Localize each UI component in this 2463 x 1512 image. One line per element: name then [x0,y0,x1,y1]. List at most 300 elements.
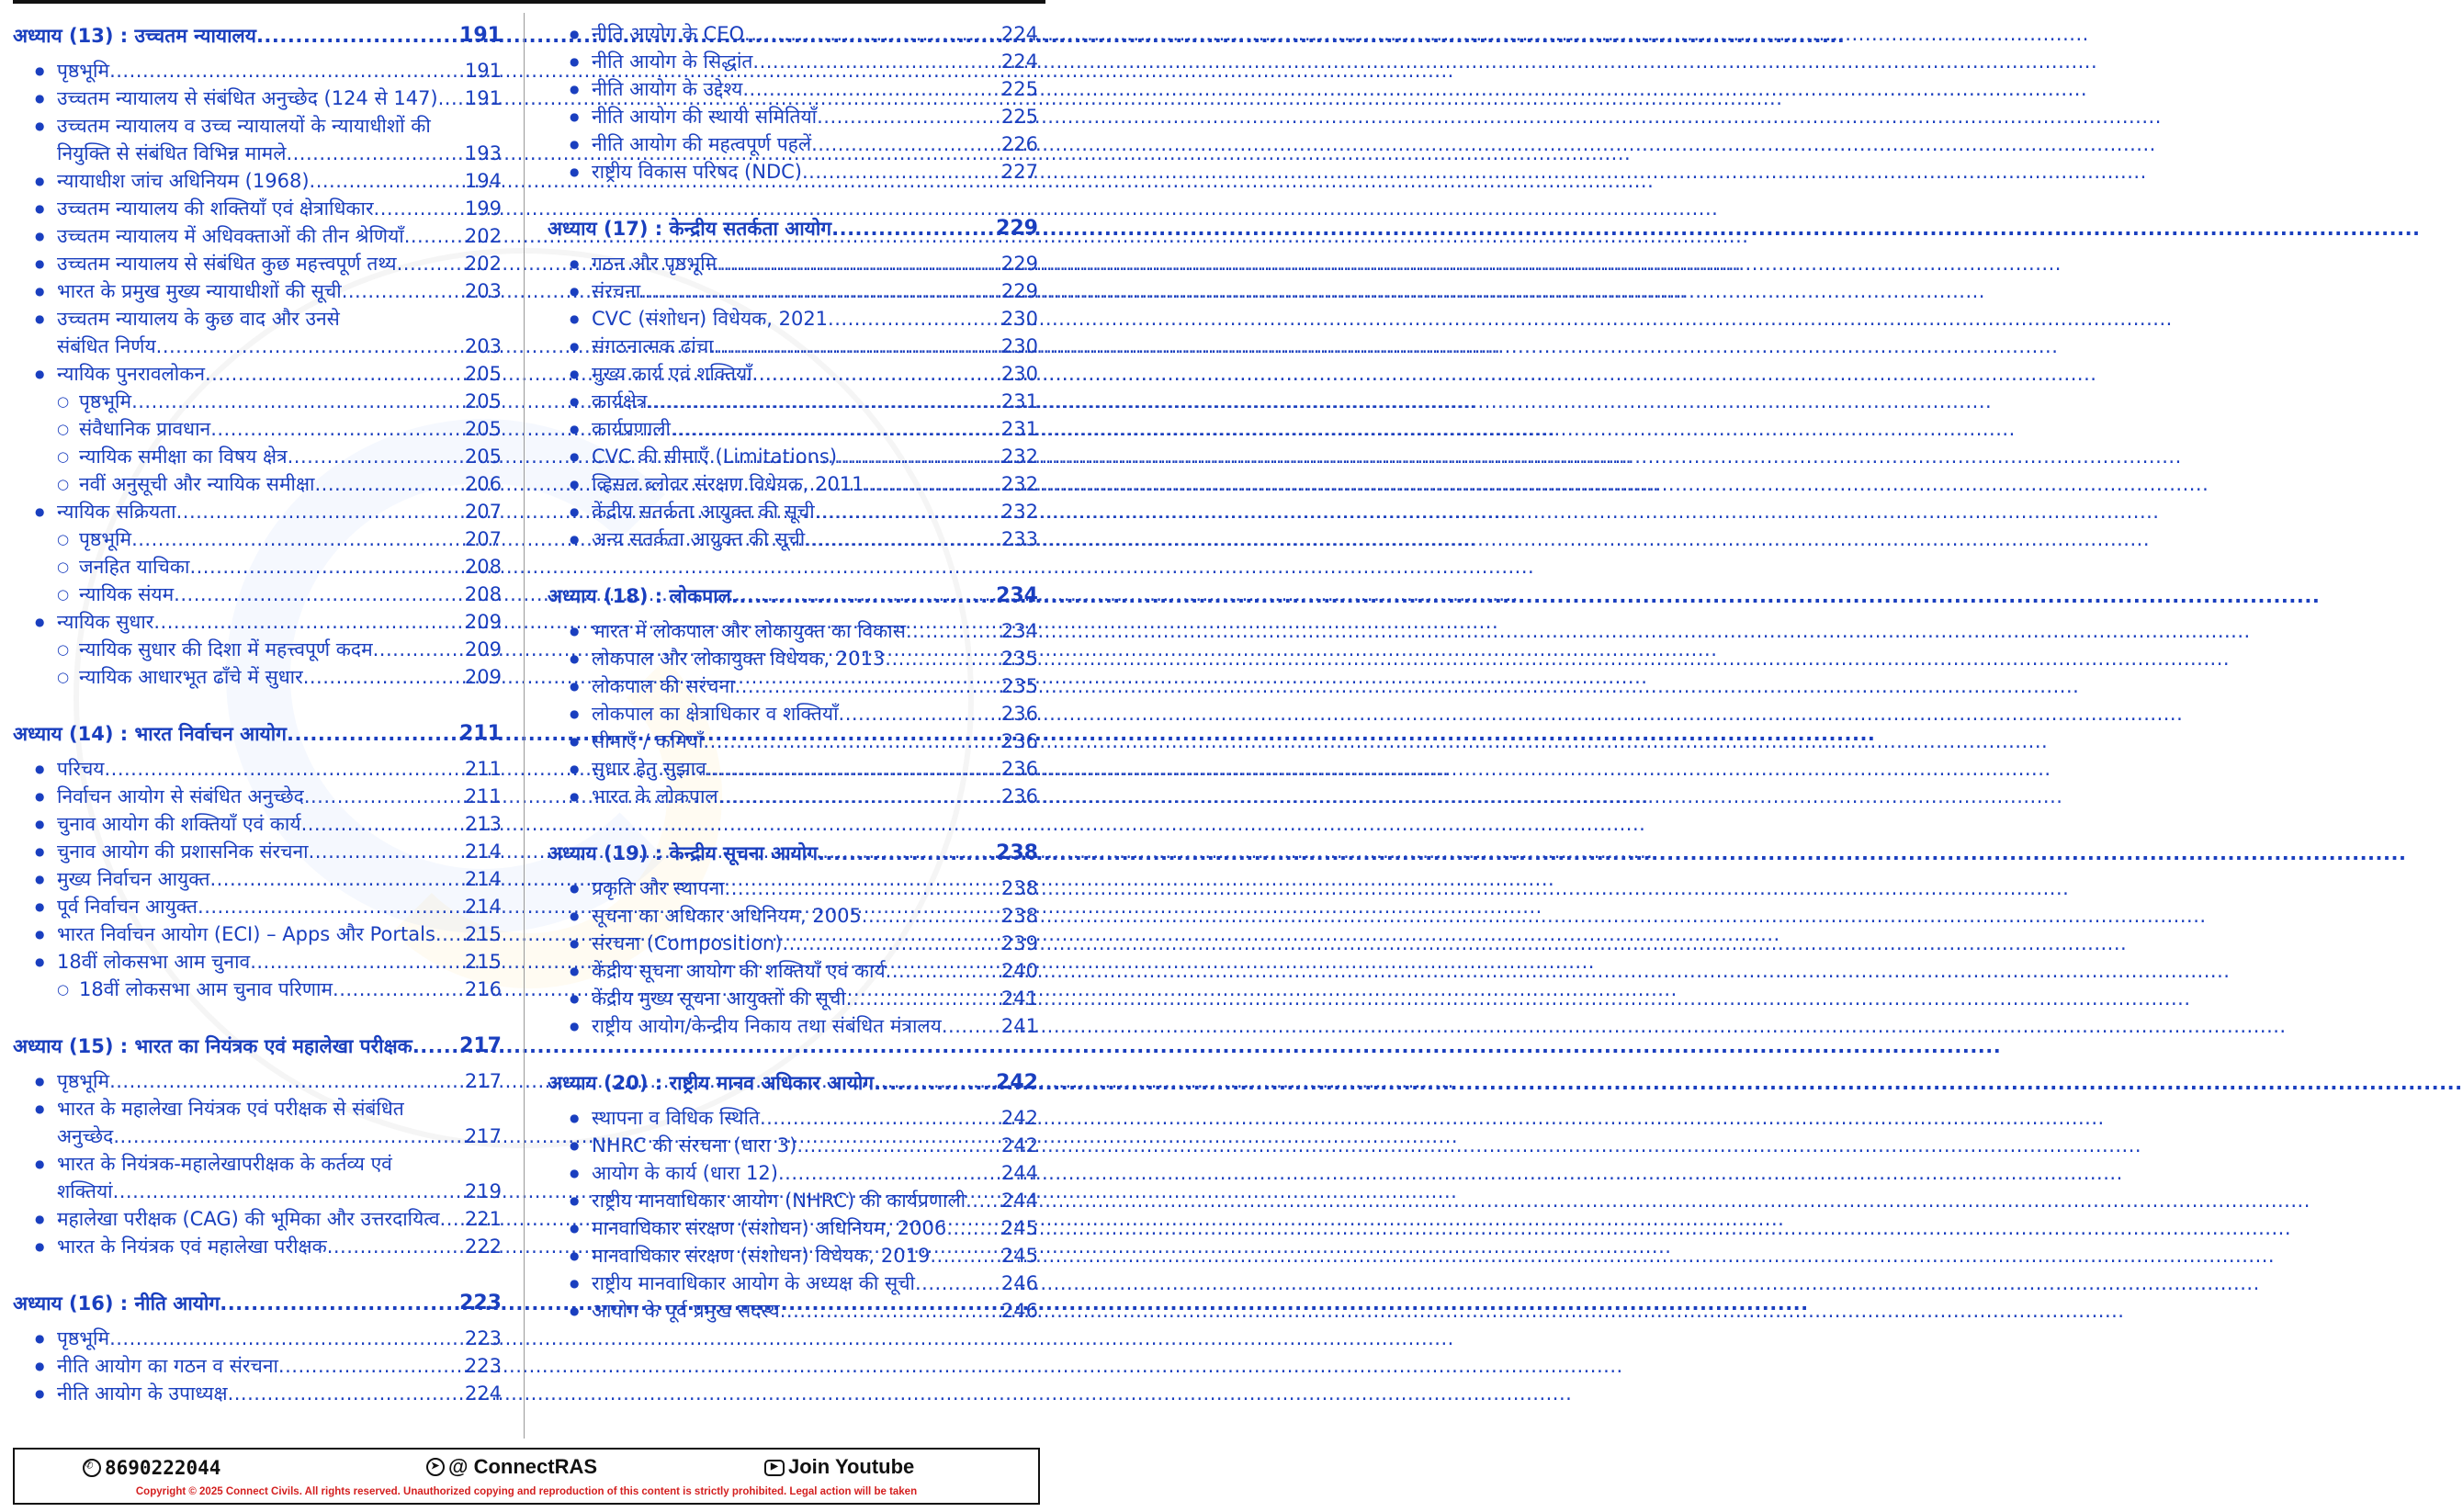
toc-entry-title: ● नीति आयोग के उपाध्यक्ष [57,1382,228,1405]
toc-entry[interactable] [548,103,1038,130]
toc-entry-title: ● नीति आयोग की महत्वपूर्ण पहलें [592,133,812,155]
toc-entry[interactable] [13,85,502,112]
dot-leader [864,470,996,498]
toc-entry[interactable] [548,1104,1038,1132]
toc-entry-title: ● भारत में लोकपाल और लोकायुक्त का विकास [592,620,906,642]
toc-entry[interactable] [548,20,1038,48]
toc-entry-title: ● सीमाएँ / कमियाँ [592,730,704,752]
toc-entry[interactable] [548,277,1038,305]
toc-entry[interactable] [548,700,1038,728]
toc-entry[interactable] [13,167,502,195]
dot-leader [333,976,459,1003]
toc-entry[interactable] [548,470,1038,498]
toc-entry-title: ● भारत के नियंत्रक एवं महालेखा परीक्षक [57,1236,327,1258]
toc-page-number: 245 [1000,1217,1038,1239]
dot-leader [109,1325,459,1352]
toc-page-number: 214 [464,868,502,890]
dot-leader [837,443,996,470]
dot-leader [109,57,459,85]
toc-page-number: 236 [1000,730,1038,752]
toc-entry[interactable] [548,498,1038,525]
toc-entry-title: ● नीति आयोग के CEO [592,23,745,45]
toc-entry[interactable] [548,930,1038,957]
toc-page-number: 232 [1000,501,1038,523]
toc-subentry[interactable] [13,525,502,553]
toc-entry[interactable] [13,498,502,525]
toc-entry[interactable] [548,783,1038,810]
toc-entry[interactable] [548,130,1038,158]
toc-page-number: 224 [1000,51,1038,73]
toc-page-number: 229 [996,217,1038,240]
toc-page-number: 205 [464,418,502,440]
toc-entry-title: ● संरचना [592,280,641,302]
toc-entry[interactable] [548,755,1038,783]
toc-entry-title: ○ जनहित याचिका [79,556,190,578]
toc-page-number: 240 [1000,960,1038,982]
toc-page-number: 244 [1000,1190,1038,1212]
toc-entry[interactable] [13,838,502,865]
toc-entry-title: ● न्यायिक सुधार [57,611,154,633]
toc-entry[interactable] [13,810,502,838]
dot-leader [250,948,459,976]
toc-page-number: 223 [459,1292,502,1315]
top-rule [13,0,1045,4]
toc-entry-title: अध्याय (13) : उच्चतम न्यायालय [13,25,256,47]
toc-entry[interactable] [548,48,1038,75]
toc-page-number: 231 [1000,390,1038,412]
dot-leader [404,222,459,250]
dot-leader [885,645,996,672]
toc-page-number: 207 [464,501,502,523]
toc-page-number: 205 [464,363,502,385]
toc-entry-title: अध्याय (19) : केन्द्रीय सूचना आयोग [548,842,819,864]
toc-page-number: 245 [1000,1245,1038,1267]
toc-entry-title: ○ संवैधानिक प्रावधान [79,418,211,440]
toc-entry-title: ● सूचना का अधिकार अधिनियम, 2005 [592,905,862,927]
chapter-heading[interactable] [13,718,502,750]
toc-entry[interactable] [13,140,502,167]
toc-page-number: 244 [1000,1162,1038,1184]
toc-entry-title: ● कार्यप्रणाली [592,418,671,440]
toc-entry-title: संबंधित निर्णय [57,335,156,357]
toc-entry[interactable] [548,1297,1038,1325]
dot-leader [412,1031,454,1062]
dot-leader [278,1352,459,1380]
toc-entry-title: ● भारत निर्वाचन आयोग (ECI) – Apps और Portals [57,923,435,945]
phone-icon [83,1459,101,1477]
toc-subentry[interactable] [13,388,502,415]
dot-leader [256,20,454,51]
toc-page-number: 217 [464,1070,502,1092]
toc-entry-title: ● लोकपाल का क्षेत्राधिकार व शक्तियाँ [592,703,839,725]
youtube-label[interactable]: Join Youtube [788,1455,915,1478]
chapter-heading[interactable] [548,213,1038,244]
telegram-icon [426,1458,445,1476]
toc-subentry[interactable] [13,663,502,691]
section-gap [548,1040,1038,1067]
toc-entry-title: ● उच्चतम न्यायालय से संबंधित अनुच्छेद (124 से 147) [57,87,438,109]
toc-page-number: 236 [1000,758,1038,780]
toc-entry-title: ● मुख्य निर्वाचन आयुक्त [57,868,210,890]
toc-page-number: 191 [459,24,502,47]
toc-entry-title: ● गठन और पृष्ठभूमि [592,253,717,275]
section-gap [13,1260,502,1288]
toc-page-number: 214 [464,841,502,863]
toc-entry-title: ● उच्चतम न्यायालय की शक्तियाँ एवं क्षेत्राधिकार [57,197,374,220]
toc-page-number: 207 [464,528,502,550]
dot-leader [205,360,459,388]
toc-page-number: 213 [464,813,502,835]
toc-entry-title: ● कार्यक्षेत्र [592,390,648,412]
toc-page-number: 221 [464,1208,502,1230]
toc-page-number: 222 [464,1236,502,1258]
toc-entry[interactable] [548,75,1038,103]
toc-entry-title: ● निर्वाचन आयोग से संबंधित अनुच्छेद [57,785,304,807]
toc-page-number: 215 [464,923,502,945]
dot-leader [778,1159,996,1187]
dot-leader [288,443,459,470]
toc-entry-title: ● चुनाव आयोग की प्रशासनिक संरचना [57,841,309,863]
toc-entry-title: ● आयोग के कार्य (धारा 12) [592,1162,778,1184]
section-gap [548,186,1038,213]
dot-leader [831,213,990,244]
toc-entry-title: ● संरचना (Composition) [592,932,783,954]
section-gap [13,691,502,718]
toc-entry-title: नियुक्ति से संबंधित विभिन्न मामले [57,142,287,164]
toc-entry[interactable] [548,1242,1038,1269]
dot-leader [310,167,459,195]
chapter-heading[interactable] [548,581,1038,612]
toc-page-number: 246 [1000,1272,1038,1294]
toc-entry[interactable] [548,957,1038,985]
toc-entry-title: ● पृष्ठभूमि [57,1070,110,1092]
toc-page-number: 232 [1000,473,1038,495]
footer-phone [83,1457,220,1479]
toc-page-number: 225 [1000,78,1038,100]
toc-page-number: 230 [1000,308,1038,330]
dot-leader [647,388,996,415]
toc-page-number: 215 [464,951,502,973]
toc-entry-title: ● महालेखा परीक्षक (CAG) की भूमिका और उत्तरदायित्व [57,1208,440,1230]
toc-entry[interactable] [13,57,502,85]
toc-page-number: 236 [1000,703,1038,725]
toc-entry-title: ● सुधार हेतु सुझाव [592,758,706,780]
toc-entry-title: ○ न्यायिक सुधार की दिशा में महत्त्वपूर्ण कदम [79,638,373,660]
toc-page-number: 246 [1000,1300,1038,1322]
toc-entry[interactable] [548,728,1038,755]
toc-page-number: 227 [1000,161,1038,183]
toc-page-number: 194 [464,170,502,192]
toc-entry[interactable] [13,1352,502,1380]
dot-leader [156,333,459,360]
toc-entry[interactable] [13,195,502,222]
toc-entry[interactable] [548,617,1038,645]
toc-entry[interactable] [548,1159,1038,1187]
dot-leader [742,75,996,103]
toc-entry-title: ● स्थापना व विधिक स्थिति [592,1107,760,1129]
toc-entry-title: ● राष्ट्रीय आयोग/केन्द्रीय निकाय तथा संबंधित मंत्रालय [592,1015,942,1037]
toc-entry[interactable] [548,1187,1038,1214]
dot-leader [131,388,459,415]
toc-entry[interactable] [548,874,1038,902]
toc-entry-title: ● भारत के लोकपाल [592,785,718,807]
telegram-handle[interactable]: @ ConnectRAS [448,1455,598,1478]
toc-entry[interactable] [13,222,502,250]
dot-leader [744,20,996,48]
toc-page-number: 238 [1000,905,1038,927]
toc-page-number: 211 [464,785,502,807]
toc-right-column [548,20,1038,1325]
dot-leader [309,838,459,865]
toc-page-number: 242 [996,1071,1038,1094]
toc-page-number: 224 [464,1382,502,1405]
toc-entry[interactable] [548,250,1038,277]
dot-leader [438,85,459,112]
toc-page-number: 208 [464,583,502,605]
toc-entry-title: ● CVC की सीमाएँ (Limitations) [592,446,838,468]
toc-entry[interactable] [548,985,1038,1012]
toc-entry-first-line: ● भारत के नियंत्रक-महालेखापरीक्षक के कर्तव्य एवं [13,1150,502,1178]
toc-entry[interactable] [548,672,1038,700]
toc-subentry[interactable] [13,470,502,498]
toc-entry[interactable] [13,1178,502,1205]
toc-page-number: 205 [464,390,502,412]
toc-entry-title: ● 18वीं लोकसभा आम चुनाव [57,951,251,973]
toc-page-number: 202 [464,225,502,247]
toc-entry-title: ○ पृष्ठभूमि [79,528,132,550]
dot-leader [131,525,459,553]
chapter-heading[interactable] [13,1031,502,1062]
dot-leader [818,838,990,869]
toc-entry[interactable] [13,250,502,277]
toc-entry[interactable] [548,1214,1038,1242]
dot-leader [314,470,458,498]
toc-entry[interactable] [548,1132,1038,1159]
dot-leader [153,608,459,636]
dot-leader [113,1178,459,1205]
toc-page-number: 211 [464,758,502,780]
toc-entry[interactable] [548,388,1038,415]
toc-entry-title: ● नीति आयोग का गठन व संरचना [57,1355,278,1377]
toc-page-number: 235 [1000,675,1038,697]
toc-page-number: 217 [464,1125,502,1147]
toc-subentry[interactable] [13,553,502,581]
chapter-heading[interactable] [13,1288,502,1319]
dot-leader [671,415,996,443]
toc-entry[interactable] [13,1380,502,1407]
toc-entry-title: अध्याय (14) : भारत निर्वाचन आयोग [13,723,287,745]
toc-entry[interactable] [13,1123,502,1150]
footer-telegram[interactable] [426,1455,597,1479]
dot-leader [210,415,459,443]
toc-subentry[interactable] [13,415,502,443]
toc-page-number: 191 [464,60,502,82]
dot-leader [815,498,996,525]
toc-entry-title: ● आयोग के पूर्व प्रमुख सदस्य [592,1300,780,1322]
toc-entry-title: ● उच्चतम न्यायालय से संबंधित कुछ महत्त्वपूर्ण तथ्य [57,253,397,275]
toc-entry-title: ● पृष्ठभूमि [57,60,110,82]
toc-entry[interactable] [13,277,502,305]
toc-entry-title: ● उच्चतम न्यायालय में अधिवक्ताओं की तीन श्रेणियाँ [57,225,404,247]
toc-page-number: 224 [1000,23,1038,45]
dot-leader [780,1297,996,1325]
toc-page-number: 242 [1000,1107,1038,1129]
toc-entry-title: ○ न्यायिक आधारभूत ढाँचे में सुधार [79,666,303,688]
toc-entry-title: ● पृष्ठभूमि [57,1327,110,1349]
toc-entry[interactable] [548,1012,1038,1040]
dot-leader [731,581,990,612]
toc-entry-title: ● केंद्रीय सूचना आयोग की शक्तियाँ एवं कार्य [592,960,886,982]
toc-entry[interactable] [13,948,502,976]
toc-entry-title: ● राष्ट्रीय मानवाधिकार आयोग के अध्यक्ष की सूची [592,1272,915,1294]
toc-entry[interactable] [13,333,502,360]
toc-entry[interactable] [13,1233,502,1260]
dot-leader [373,636,459,663]
dot-leader [220,1288,454,1319]
dot-leader [886,957,996,985]
toc-page-number: 231 [1000,418,1038,440]
toc-subentry[interactable] [13,443,502,470]
toc-entry-title: ● केंद्रीय मुख्य सूचना आयुक्तों की सूची [592,987,846,1010]
footer-youtube[interactable] [764,1455,914,1479]
toc-entry-title: ● राष्ट्रीय विकास परिषद (NDC) [592,161,802,183]
dot-leader [198,893,459,920]
toc-page-number: 199 [464,197,502,220]
toc-entry[interactable] [548,525,1038,553]
toc-entry-title: ● प्रकृति और स्थापना [592,877,725,899]
dot-leader [802,158,996,186]
dot-leader [752,360,996,388]
toc-page-number: 236 [1000,785,1038,807]
toc-page-number: 226 [1000,133,1038,155]
toc-page-number: 238 [996,841,1038,864]
chapter-heading[interactable] [13,20,502,51]
dot-leader [301,810,459,838]
dot-leader [906,617,996,645]
toc-subentry[interactable] [13,636,502,663]
toc-page-number: 235 [1000,648,1038,670]
toc-entry[interactable] [548,305,1038,333]
toc-entry[interactable] [548,645,1038,672]
toc-entry-title: ● लोकपाल की सरंचना [592,675,735,697]
toc-entry[interactable] [13,1325,502,1352]
toc-page-number: 191 [464,87,502,109]
toc-entry-title: ● संगठनात्मक ढांचा [592,335,714,357]
toc-entry-title: ● न्यायिक पुनरावलोकन [57,363,205,385]
dot-leader [714,333,996,360]
toc-page-number: 241 [1000,1015,1038,1037]
dot-leader [797,1132,996,1159]
dot-leader [839,700,996,728]
dot-leader [104,755,458,783]
toc-entry[interactable] [548,1269,1038,1297]
toc-entry[interactable] [13,783,502,810]
toc-entry-title: ○ न्यायिक संयम [79,583,175,605]
chapter-heading[interactable] [548,1067,1038,1099]
dot-leader [327,1233,459,1260]
toc-entry-title: ● परिचय [57,758,105,780]
dot-leader [946,1214,996,1242]
dot-leader [286,140,458,167]
toc-entry[interactable] [13,755,502,783]
toc-entry-title: ● न्यायाधीश जांच अधिनियम (1968) [57,170,310,192]
dot-leader [862,902,996,930]
toc-entry-title: ● मुख्य कार्य एवं शक्तियाँ [592,363,752,385]
toc-entry-title: ● मानवाधिकार संरक्षण (संशोधन) विधेयक, 2019 [592,1245,931,1267]
toc-page-number: 233 [1000,528,1038,550]
toc-page-number: 234 [1000,620,1038,642]
youtube-icon [764,1460,785,1476]
dot-leader [817,103,996,130]
dot-leader [304,783,459,810]
toc-entry[interactable] [13,360,502,388]
dot-leader [228,1380,459,1407]
dot-leader [725,874,996,902]
toc-entry-title: ● नीति आयोग की स्थायी समितियाँ [592,106,818,128]
toc-entry[interactable] [13,865,502,893]
toc-page-number: 242 [1000,1134,1038,1157]
toc-entry[interactable] [548,902,1038,930]
toc-entry-title: ● नीति आयोग के सिद्धांत [592,51,753,73]
toc-entry-title: ● भारत के प्रमुख मुख्य न्यायाधीशों की सूची [57,280,342,302]
dot-leader [874,1067,990,1099]
toc-entry-first-line: ● उच्चतम न्यायालय व उच्च न्यायालयों के न्यायाधीशों की [13,112,502,140]
toc-entry[interactable] [13,608,502,636]
dot-leader [397,250,459,277]
toc-subentry[interactable] [13,976,502,1003]
chapter-heading[interactable] [548,838,1038,869]
toc-entry[interactable] [548,360,1038,388]
toc-page-number: 203 [464,335,502,357]
dot-leader [342,277,459,305]
dot-leader [966,1187,996,1214]
toc-entry-title: शक्तियां [57,1180,113,1202]
toc-page-number: 232 [1000,446,1038,468]
toc-entry[interactable] [13,893,502,920]
dot-leader [782,930,995,957]
toc-page-number: 217 [459,1034,502,1057]
toc-entry-title: अध्याय (16) : नीति आयोग [13,1292,220,1315]
toc-entry-first-line: ● भारत के महालेखा नियंत्रक एवं परीक्षक से संबंधित [13,1095,502,1123]
toc-page-number: 229 [1000,253,1038,275]
toc-entry-title: ● लोकपाल और लोकायुक्त विधेयक, 2013 [592,648,886,670]
toc-page-number: 239 [1000,932,1038,954]
phone-number: 8690222044 [105,1457,221,1479]
toc-entry-title: ○ नवीं अनुसूची और न्यायिक समीक्षा [79,473,315,495]
toc-entry-title: ○ 18वीं लोकसभा आम चुनाव परिणाम [79,978,333,1000]
toc-page-number: 205 [464,446,502,468]
toc-entry[interactable] [548,158,1038,186]
toc-entry[interactable] [13,920,502,948]
dot-leader [828,305,996,333]
toc-left-column [13,20,502,1407]
toc-entry[interactable] [13,1205,502,1233]
toc-page-number: 229 [1000,280,1038,302]
toc-page-number: 209 [464,666,502,688]
footer-bar [13,1448,1040,1505]
toc-subentry[interactable] [13,581,502,608]
toc-entry-title: ● NHRC की संरचना (धारा 3) [592,1134,797,1157]
toc-entry[interactable] [13,1067,502,1095]
dot-leader [811,130,996,158]
dot-leader [805,525,996,553]
toc-entry[interactable] [548,333,1038,360]
toc-page-number: 202 [464,253,502,275]
toc-entry[interactable] [548,415,1038,443]
dot-leader [942,1012,996,1040]
toc-entry[interactable] [548,443,1038,470]
dot-leader [176,498,459,525]
